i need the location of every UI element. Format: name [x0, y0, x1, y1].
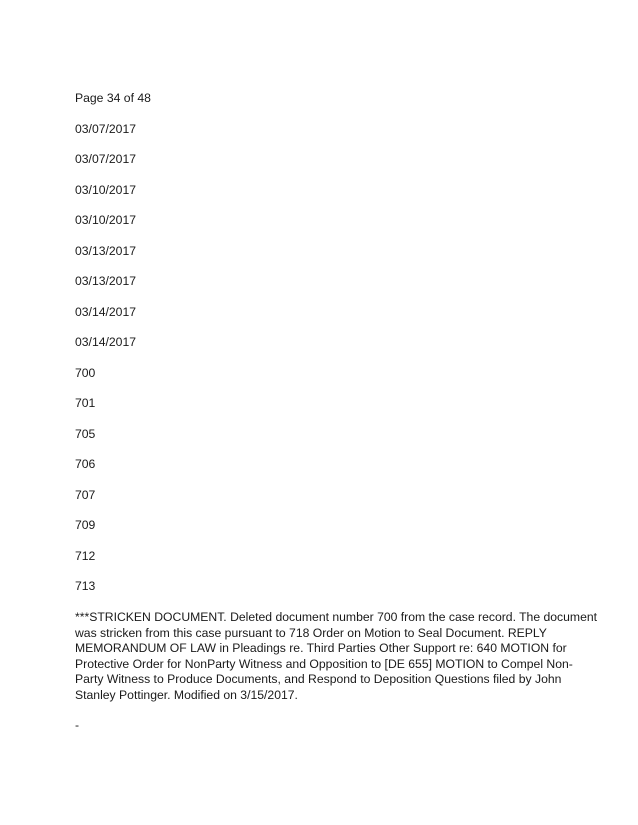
- date-entry: 03/07/2017: [75, 152, 136, 166]
- date-entry: 03/10/2017: [75, 183, 136, 197]
- docket-number: 701: [75, 396, 96, 410]
- date-entry: 03/13/2017: [75, 244, 136, 258]
- entry-text-line: Party Witness to Produce Documents, and Respond to Deposition Questions filed by John: [75, 672, 562, 687]
- page-number-label: Page 34 of 48: [75, 91, 151, 105]
- trailing-dash: -: [75, 718, 80, 732]
- docket-number: 712: [75, 549, 96, 563]
- entry-text-line: Stanley Pottinger. Modified on 3/15/2017.: [75, 688, 298, 702]
- docket-number: 707: [75, 488, 96, 502]
- entry-text-line: Protective Order for NonParty Witness and Opposition to [DE 655] MOTION to Compel Non-: [75, 656, 573, 671]
- docket-number: 713: [75, 579, 96, 593]
- date-entry: 03/14/2017: [75, 305, 136, 319]
- entry-text-line: MEMORANDUM OF LAW in Pleadings re. Third Parties Other Support re: 640 MOTION for: [75, 641, 567, 656]
- date-entry: 03/14/2017: [75, 335, 136, 349]
- docket-number: 706: [75, 457, 96, 471]
- docket-number: 705: [75, 427, 96, 441]
- entry-text-line: was stricken from this case pursuant to 718 Order on Motion to Seal Document. REPLY: [75, 625, 547, 640]
- date-entry: 03/13/2017: [75, 274, 136, 288]
- docket-number: 700: [75, 366, 96, 380]
- docket-number: 709: [75, 518, 96, 532]
- entry-text-line: ***STRICKEN DOCUMENT. Deleted document number 700 from the case record. The document: [75, 610, 598, 624]
- date-entry: 03/10/2017: [75, 213, 136, 227]
- date-entry: 03/07/2017: [75, 122, 136, 136]
